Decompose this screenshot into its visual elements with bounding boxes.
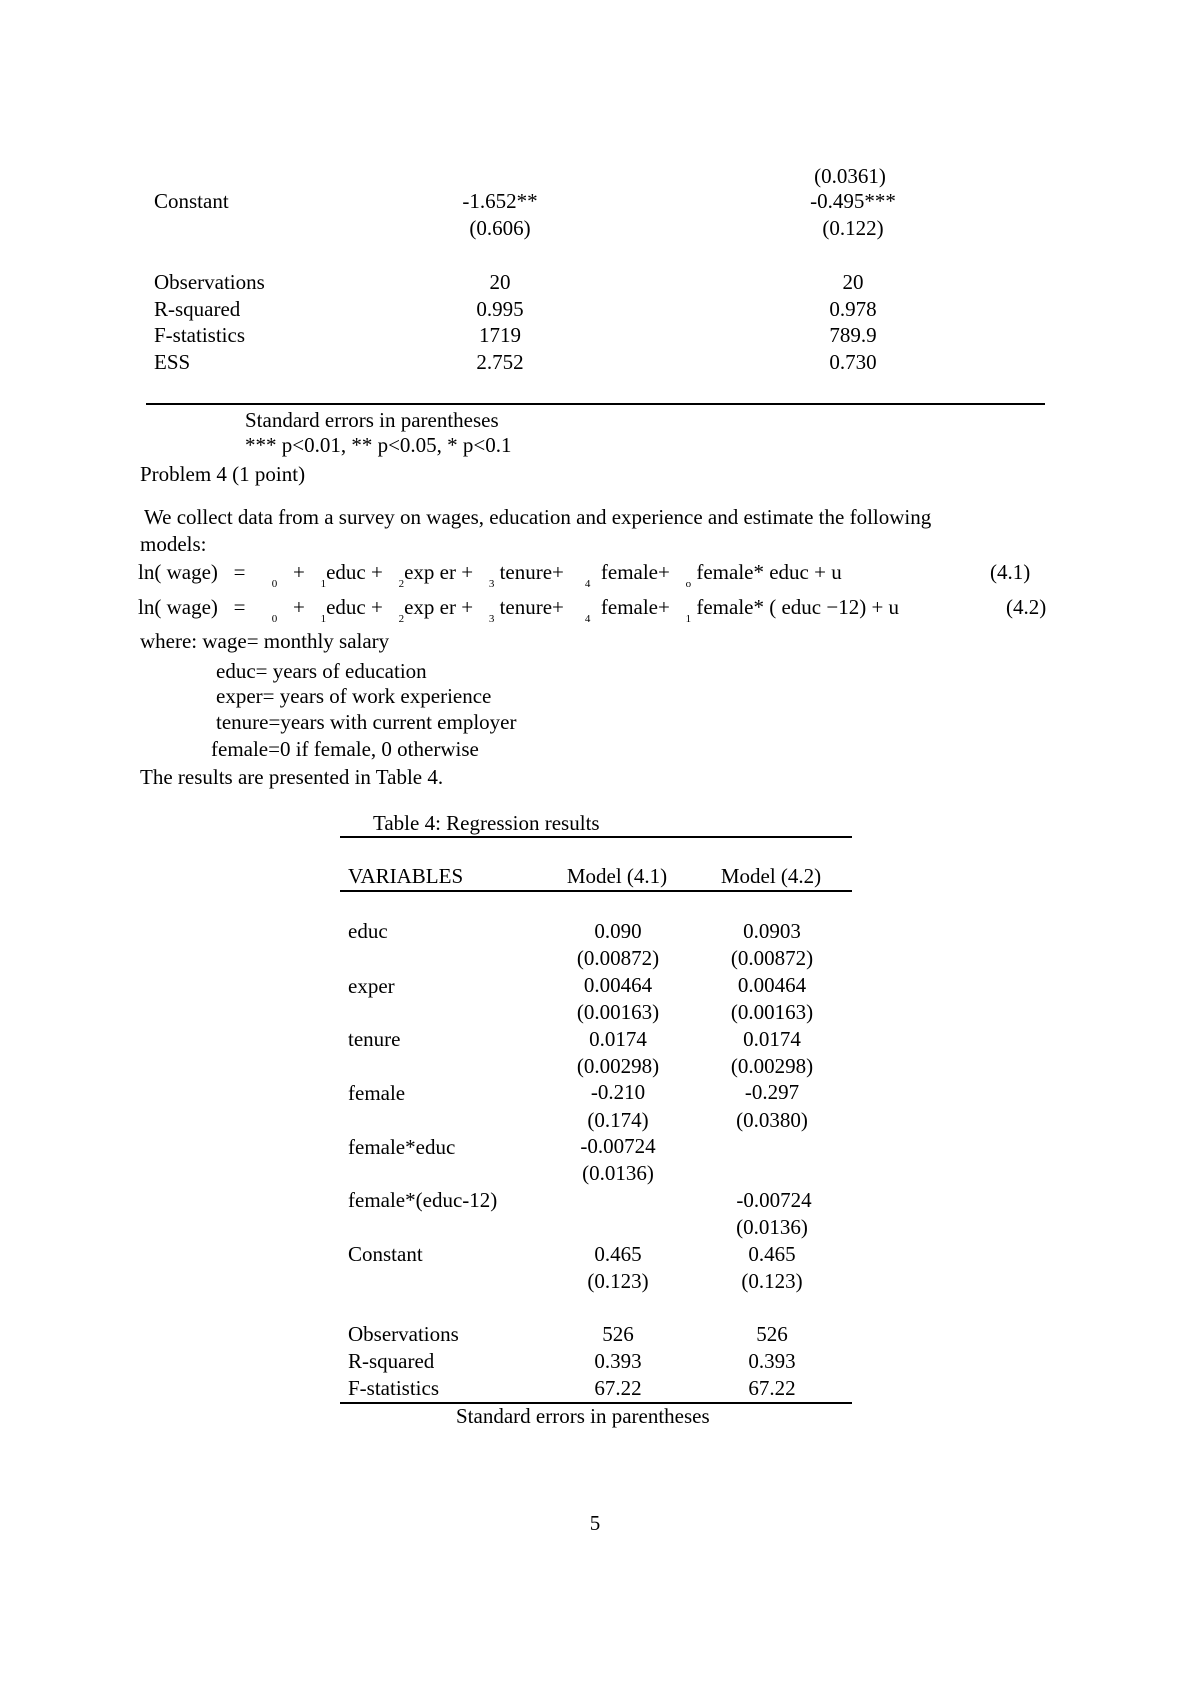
equation-4-2 (138, 595, 900, 625)
top-table-stat-m1: 2.752 (476, 350, 524, 374)
eq-subscript: 3 (488, 578, 495, 590)
top-table-stat-m1: 0.995 (476, 297, 524, 321)
eq-term: female+ (600, 560, 670, 584)
table-row-label: female*(educ-12) (348, 1188, 498, 1212)
top-table-stat-label: ESS (154, 350, 191, 374)
equation-number-4-2: (4.2) (1006, 595, 1047, 619)
eq-subscript: o (685, 578, 692, 590)
table-cell-m2-se: (0.00163) (730, 1000, 814, 1024)
table-cell-m2: -0.297 (744, 1080, 800, 1104)
table-cell-m2-se: (0.0136) (736, 1215, 808, 1239)
table-cell-m2: 0.0174 (743, 1027, 801, 1051)
top-table-constant-m2: -0.495*** (810, 189, 896, 213)
table4-stat-m2: 67.22 (748, 1376, 796, 1400)
table-cell-m1: -0.00724 (580, 1134, 656, 1158)
eq-subscript: 1 (685, 613, 692, 625)
eq-term: tenure+ (499, 560, 564, 584)
eq-subscript: 1 (320, 578, 327, 590)
page-number: 5 (589, 1511, 601, 1535)
table-cell-m1: 0.090 (594, 919, 642, 943)
table-cell-m2: 0.0903 (743, 919, 801, 943)
table-cell-m1: 0.465 (594, 1242, 642, 1266)
table4-stat-m1: 67.22 (594, 1376, 642, 1400)
table-cell-m1: 0.00464 (583, 973, 653, 997)
eq-term: exp er + (404, 560, 474, 584)
top-table-note-se: Standard errors in parentheses (245, 408, 499, 432)
eq-term: tenure+ (499, 595, 564, 619)
table4-stat-m2: 0.393 (748, 1349, 796, 1373)
table-cell-m2-se: (0.0380) (736, 1108, 808, 1132)
top-table-stat-label: R-squared (154, 297, 241, 321)
table4-header-variables: VARIABLES (348, 864, 464, 888)
eq-term: educ + (326, 595, 383, 619)
table4-stat-m2: 526 (756, 1322, 788, 1346)
equation-4-1 (138, 560, 842, 590)
top-table-stat-m1: 1719 (479, 323, 521, 347)
table4-stat-label: Observations (348, 1322, 459, 1346)
eq-subscript: 2 (398, 613, 405, 625)
equation-number-4-1: (4.1) (990, 560, 1031, 584)
table4-header-model-4-1: Model (4.1) (566, 864, 668, 888)
table-cell-m2: -0.00724 (736, 1188, 812, 1212)
top-table-stat-m2: 20 (842, 270, 864, 294)
table-cell-m2-se: (0.123) (741, 1269, 803, 1293)
top-table-constant-label: Constant (154, 189, 229, 213)
definition-educ: educ= years of education (216, 659, 427, 683)
table4-note: Standard errors in parentheses (456, 1404, 710, 1428)
where-line: where: wage= monthly salary (140, 629, 390, 653)
top-table-stat-m2: 0.978 (829, 297, 877, 321)
table-row-label: Constant (348, 1242, 423, 1266)
top-table-stat-m2: 0.730 (829, 350, 877, 374)
table-cell-m1-se: (0.00163) (576, 1000, 660, 1024)
top-table-stat-m2: 789.9 (829, 323, 877, 347)
eq-term: educ + (326, 560, 383, 584)
table-row-label: tenure (348, 1027, 401, 1051)
problem-intro-line1: We collect data from a survey on wages, education and experience and estimate the following (144, 505, 932, 529)
problem-intro-line2: models: (140, 532, 207, 556)
top-table-stat-label: F-statistics (154, 323, 246, 347)
eq-subscript: 0 (271, 613, 278, 625)
top-table-stat-label: Observations (154, 270, 265, 294)
table-row-label: exper (348, 974, 395, 998)
table4-stat-m1: 0.393 (594, 1349, 642, 1373)
eq-term: female* ( educ −12) + u (696, 595, 900, 619)
top-table-se-right: (0.0361) (814, 164, 886, 188)
eq-term: female* educ + u (696, 560, 842, 584)
table-row-label: female*educ (348, 1135, 456, 1159)
top-table-note-significance: *** p<0.01, ** p<0.05, * p<0.1 (245, 433, 512, 457)
results-line: The results are presented in Table 4. (140, 765, 444, 789)
eq-plus: + (292, 560, 305, 584)
table4-caption: Table 4: Regression results (373, 811, 600, 835)
table-cell-m1: -0.210 (590, 1080, 646, 1104)
eq-plus: + (292, 595, 305, 619)
table-cell-m2: 0.465 (748, 1242, 796, 1266)
top-table-stat-m1: 20 (489, 270, 511, 294)
table-row-label: female (348, 1081, 406, 1105)
table-cell-m2: 0.00464 (737, 973, 807, 997)
table-cell-m1-se: (0.0136) (582, 1161, 654, 1185)
table-cell-m2-se: (0.00298) (730, 1054, 814, 1078)
definition-female: female=0 if female, 0 otherwise (211, 737, 479, 761)
eq-subscript: 1 (320, 613, 327, 625)
eq-subscript: 3 (488, 613, 495, 625)
eq-term: female+ (600, 595, 670, 619)
table4-top-rule (340, 836, 852, 838)
table4-stat-label: F-statistics (348, 1376, 440, 1400)
table4-stat-m1: 526 (602, 1322, 634, 1346)
eq-subscript: 4 (584, 613, 591, 625)
eq-equals: = (233, 595, 246, 619)
table4-stat-label: R-squared (348, 1349, 435, 1373)
table-row-label: educ (348, 919, 388, 943)
eq-subscript: 0 (271, 578, 278, 590)
eq-subscript: 4 (584, 578, 591, 590)
eq-lhs: ln( wage) (138, 595, 218, 619)
table4-header-model-4-2: Model (4.2) (720, 864, 822, 888)
eq-lhs: ln( wage) (138, 560, 218, 584)
table-cell-m1-se: (0.123) (587, 1269, 649, 1293)
table-cell-m1-se: (0.174) (587, 1108, 649, 1132)
top-table-constant-m1: -1.652** (462, 189, 538, 213)
eq-equals: = (233, 560, 246, 584)
top-table-bottom-rule (146, 403, 1045, 405)
problem-title: Problem 4 (1 point) (140, 462, 306, 486)
top-table-constant-m2-se: (0.122) (822, 216, 884, 240)
eq-subscript: 2 (398, 578, 405, 590)
table-cell-m2-se: (0.00872) (730, 946, 814, 970)
table-cell-m1-se: (0.00298) (576, 1054, 660, 1078)
table4-header-rule (340, 890, 852, 892)
definition-exper: exper= years of work experience (216, 684, 492, 708)
top-table-constant-m1-se: (0.606) (469, 216, 531, 240)
definition-tenure: tenure=years with current employer (216, 710, 517, 734)
table-cell-m1-se: (0.00872) (576, 946, 660, 970)
table-cell-m1: 0.0174 (589, 1027, 647, 1051)
eq-term: exp er + (404, 595, 474, 619)
